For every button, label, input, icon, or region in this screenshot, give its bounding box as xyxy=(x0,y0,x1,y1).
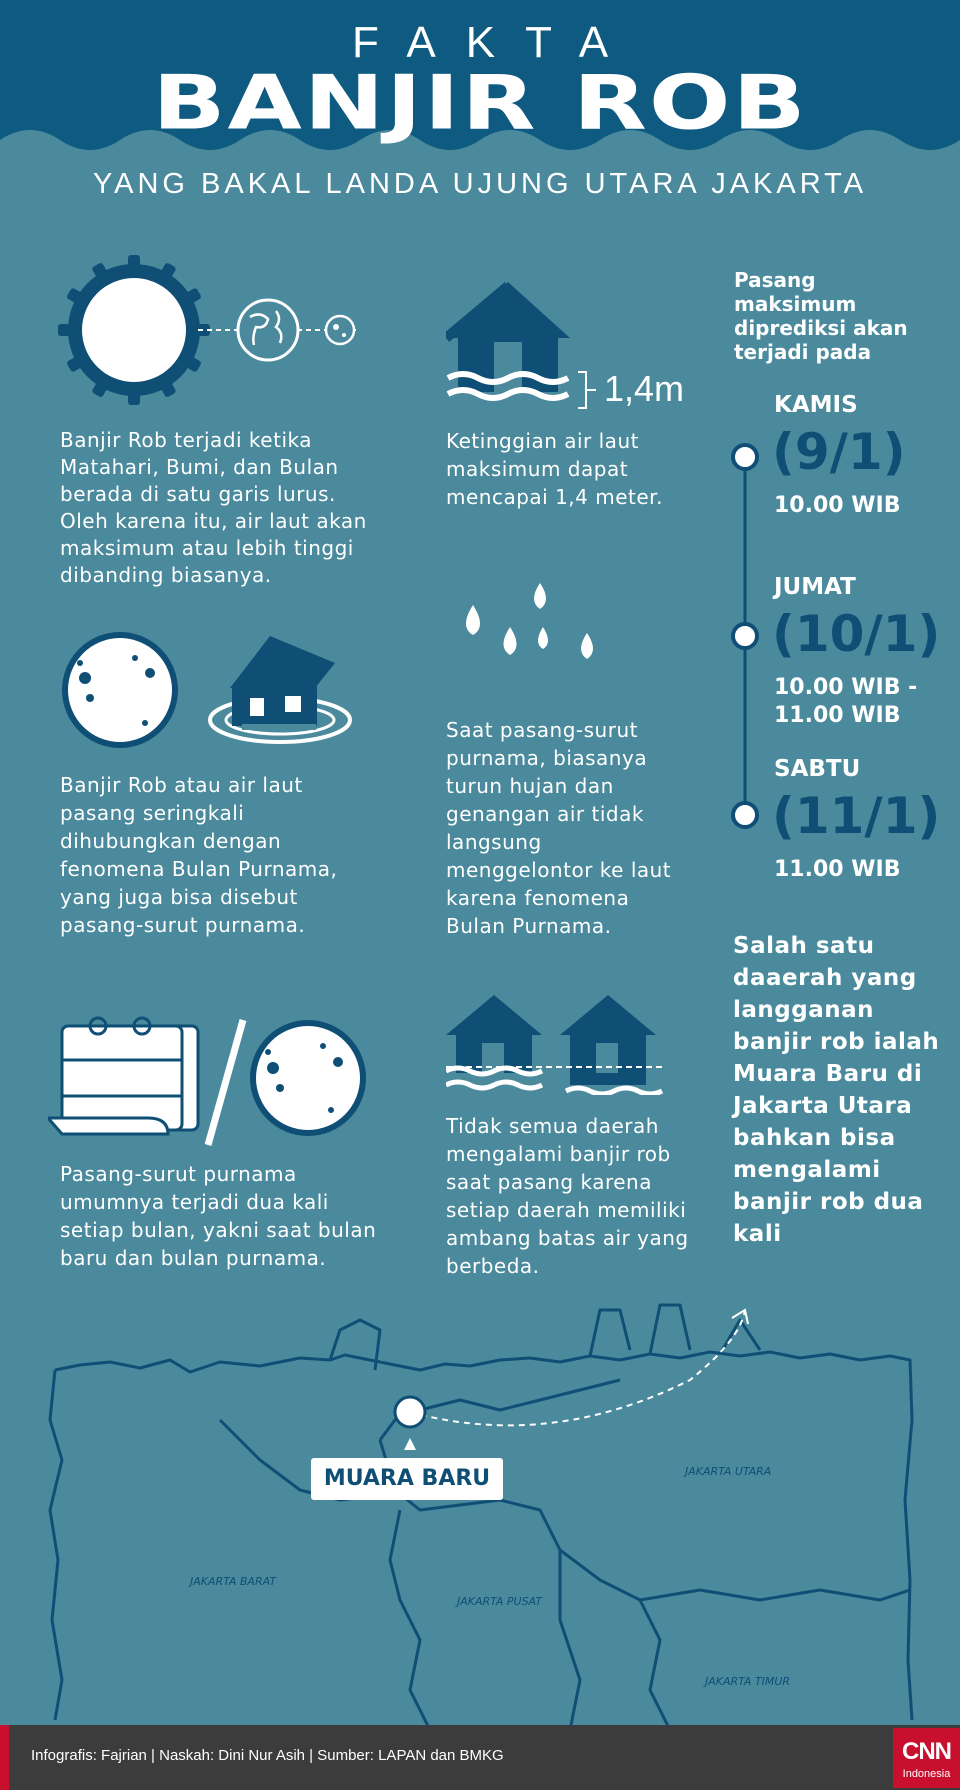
header-title: BANJIR ROB xyxy=(152,59,808,147)
cnn-logo-sub: Indonesia xyxy=(902,1768,951,1780)
height-label: 1,4m xyxy=(604,368,685,409)
two-houses-icon xyxy=(446,995,666,1095)
timeline-date-1: (9/1) xyxy=(772,423,906,481)
map-label-timur: JAKARTA TIMUR xyxy=(705,1675,791,1688)
timeline-day-1: KAMIS xyxy=(774,392,858,418)
muara-baru-callout: Salah satu daaerah yang langganan banjir rob ialah Muara Baru di Jakarta Utara bahkan bisa mengalami banjir rob dua kali xyxy=(733,933,940,1247)
timeline-line xyxy=(730,440,760,830)
cnn-logo-text: CNN xyxy=(902,1738,951,1765)
raindrops-icon xyxy=(455,575,615,675)
timeline-date-2: (10/1) xyxy=(772,605,941,663)
map-label-utara: JAKARTA UTARA xyxy=(685,1465,772,1478)
timeline-time-2: 10.00 WIB - 11.00 WIB xyxy=(774,675,918,728)
timeline-time-1: 10.00 WIB xyxy=(774,493,901,518)
footer-bar xyxy=(0,1725,960,1790)
timeline-time-3: 11.00 WIB xyxy=(774,857,901,882)
header-subtitle: YANG BAKAL LANDA UJUNG UTARA JAKARTA xyxy=(92,168,868,200)
timeline-day-2: JUMAT xyxy=(774,574,856,600)
map-label-barat: JAKARTA BARAT xyxy=(190,1575,277,1588)
rain-text: Saat pasang-surut purnama, biasanya turun hujan dan genangan air tidak langsung menggelontor ke laut karena fenomena Bulan Purnama. xyxy=(446,718,672,938)
flooded-house-icon xyxy=(446,282,596,412)
muara-baru-label: MUARA BARU xyxy=(311,1458,503,1500)
footer-credits: Infografis: Fajrian | Naskah: Dini Nur Asih | Sumber: LAPAN dan BMKG xyxy=(31,1747,504,1764)
max-height-text: Ketinggian air laut maksimum dapat mencapai 1,4 meter. xyxy=(446,429,663,509)
cnn-logo xyxy=(893,1728,960,1788)
jakarta-map xyxy=(0,1300,960,1730)
sun-earth-moon-icon xyxy=(58,255,368,405)
calendar-moon-icon xyxy=(48,1010,378,1150)
sun-alignment-text: Banjir Rob terjadi ketika Matahari, Bumi, dan Bulan berada di satu garis lurus. Oleh karena itu, air laut akan maksimum atau lebih tinggi dibanding biasanya. xyxy=(60,428,367,587)
moon-house-icon xyxy=(60,628,360,758)
spring-tide-text: Pasang-surut purnama umumnya terjadi dua kali setiap bulan, yakni saat bulan baru dan bulan purnama. xyxy=(60,1162,377,1270)
threshold-text: Tidak semua daerah mengalami banjir rob saat pasang karena setiap daerah memiliki ambang batas air yang berbeda. xyxy=(446,1114,689,1278)
timeline-day-3: SABTU xyxy=(774,756,861,782)
map-label-pusat: JAKARTA PUSAT xyxy=(457,1595,542,1608)
timeline-title: Pasang maksimum diprediksi akan terjadi pada xyxy=(734,268,908,364)
full-moon-text: Banjir Rob atau air laut pasang seringkali dihubungkan dengan fenomena Bulan Purnama, yang juga bisa disebut pasang-surut purnama. xyxy=(60,773,338,937)
timeline-date-3: (11/1) xyxy=(772,787,941,845)
header-kicker: FAKTA xyxy=(351,18,639,67)
